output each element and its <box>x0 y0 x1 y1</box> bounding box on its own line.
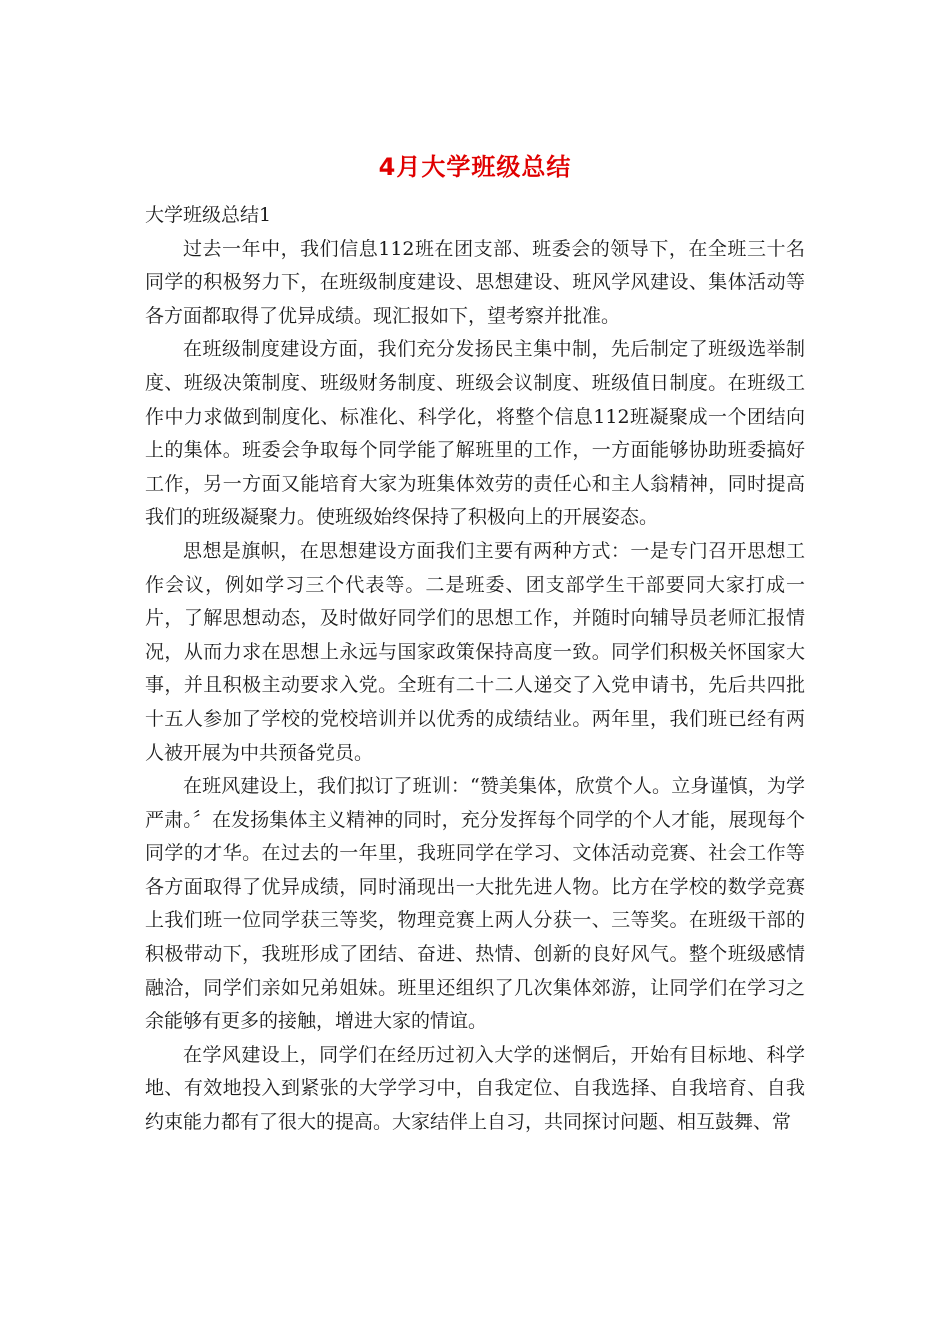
paragraph-ideological-building: 思想是旗帜，在思想建设方面我们主要有两种方式：一是专门召开思想工作会议，例如学习三个代表等。二是班委、团支部学生干部要同大家打成一片，了解思想动态，及时做好同学们的思想工作，并随时向辅导员老师汇报情况，从而力求在思想上永远与国家政策保持高度一致。同学们积极关怀国家大事，并且积极主动要求入党。全班有二十二人递交了入党申请书，先后共四批十五人参加了学校的党校培训并以优秀的成绩结业。两年里，我们班已经有两人被开展为中共预备党员。 <box>145 539 805 764</box>
paragraph-class-spirit: 在班风建设上，我们拟订了班训：“赞美集体，欣赏个人。立身谨慎，为学严肃。〞在发扬集体主义精神的同时，充分发挥每个同学的个人才能，展现每个同学的才华。在过去的一年里，我班同学在学习、文体活动竞赛、社会工作等各方面取得了优异成绩，同时涌现出一大批先进人物。比方在学校的数学竞赛上我们班一位同学获三等奖，物理竞赛上两人分获一、三等奖。在班级干部的积极带动下，我班形成了团结、奋进、热情、创新的良好风气。整个班级感情融洽，同学们亲如兄弟姐妹。班里还组织了几次集体郊游，让同学们在学习之余能够有更多的接触，增进大家的情谊。 <box>145 775 805 1033</box>
document-title: 4月大学班级总结 <box>378 153 572 181</box>
paragraph-system-building: 在班级制度建设方面，我们充分发扬民主集中制，先后制定了班级选举制度、班级决策制度、班级财务制度、班级会议制度、班级值日制度。在班级工作中力求做到制度化、标准化、科学化，将整个信息112班凝聚成一个团结向上的集体。班委会争取每个同学能了解班里的工作，一方面能够协助班委搞好工作，另一方面又能培育大家为班集体效劳的责任心和主人翁精神，同时提高我们的班级凝聚力。使班级始终保持了积极向上的开展姿态。 <box>145 338 805 529</box>
document-body <box>145 199 805 1140</box>
paragraph-study-style: 在学风建设上，同学们在经历过初入大学的迷惘后，开始有目标地、科学地、有效地投入到紧张的大学学习中，自我定位、自我选择、自我培育、自我约束能力都有了很大的提高。大家结伴上自习，共同探讨问题、相互鼓舞、常 <box>145 1043 805 1134</box>
section-heading: 大学班级总结1 <box>145 204 272 226</box>
paragraph-intro: 过去一年中，我们信息112班在团支部、班委会的领导下，在全班三十名同学的积极努力下，在班级制度建设、思想建设、班风学风建设、集体活动等各方面都取得了优异成绩。现汇报如下，望考察并批准。 <box>145 237 805 327</box>
